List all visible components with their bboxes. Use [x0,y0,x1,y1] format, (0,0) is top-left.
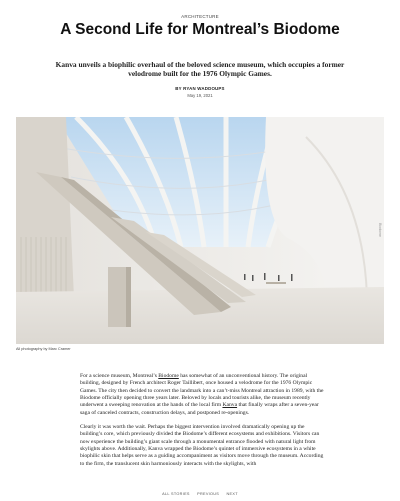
category-kicker[interactable]: ARCHITECTURE [181,14,219,19]
previous-link[interactable]: PREVIOUS [197,492,220,496]
article-body [80,373,328,475]
photo-credit: All photography by Marc Cramer [16,347,71,351]
article-title: A Second Life for Montreal’s Biodome [60,21,340,38]
biodome-link[interactable]: Biodome [158,373,179,379]
author-byline[interactable]: BY RYAN WADDOUPS [175,86,225,91]
photo-side-label: Biodome [378,223,382,237]
article-dek: Kanva unveils a biophilic overhaul of the beloved science museum, which occupies a former velodrome built for the 1976 Olympic Games. [55,60,345,79]
hero-photo [16,117,384,344]
all-stories-link[interactable]: ALL STORIES [162,492,190,496]
paragraph-1 [80,373,328,417]
paragraph-text: For a science museum, Montreal’s [80,373,159,379]
next-link[interactable]: NEXT [226,492,238,496]
paragraph-2: Clearly it was worth the wait. Perhaps the biggest intervention involved dramatically opening up the building’s core, which previously divided the Biodome’s different ecosystems and exhibitions. Visitors can now experience the building’s giant scale through a monumental entrance flooded with natural light from skylights above. Additionally, Kanva wrapped the Biodome’s quintet of immersive ecosystems in a white biophilic skin that helps serve as a guiding accompaniment as visitors move through the museum. According to the firm, the translucent skin harmoniously interacts with the skylights, with [80,424,324,467]
paragraph-text: has somewhat of an unconventional history. The original building, designed by French architect Roger Taillibert, once housed a velodrome for the 1976 Olympic Games. The city then decided to convert the landmark into a can’t-miss Montreal attraction in 1989, with the Biodome officially opening three years later. Beloved by locals and tourists alike, the museum recently underwent a sweeping renovation at the hands of the local firm [80,373,324,409]
publish-date: May 19, 2021 [187,93,213,98]
footer-navigation [0,492,400,496]
paragraph-text: that finally wraps after a seven-year saga of canceled contracts, construction delays, and postponed re-openings. [80,402,319,416]
kanva-link[interactable]: Kanva [222,402,238,409]
